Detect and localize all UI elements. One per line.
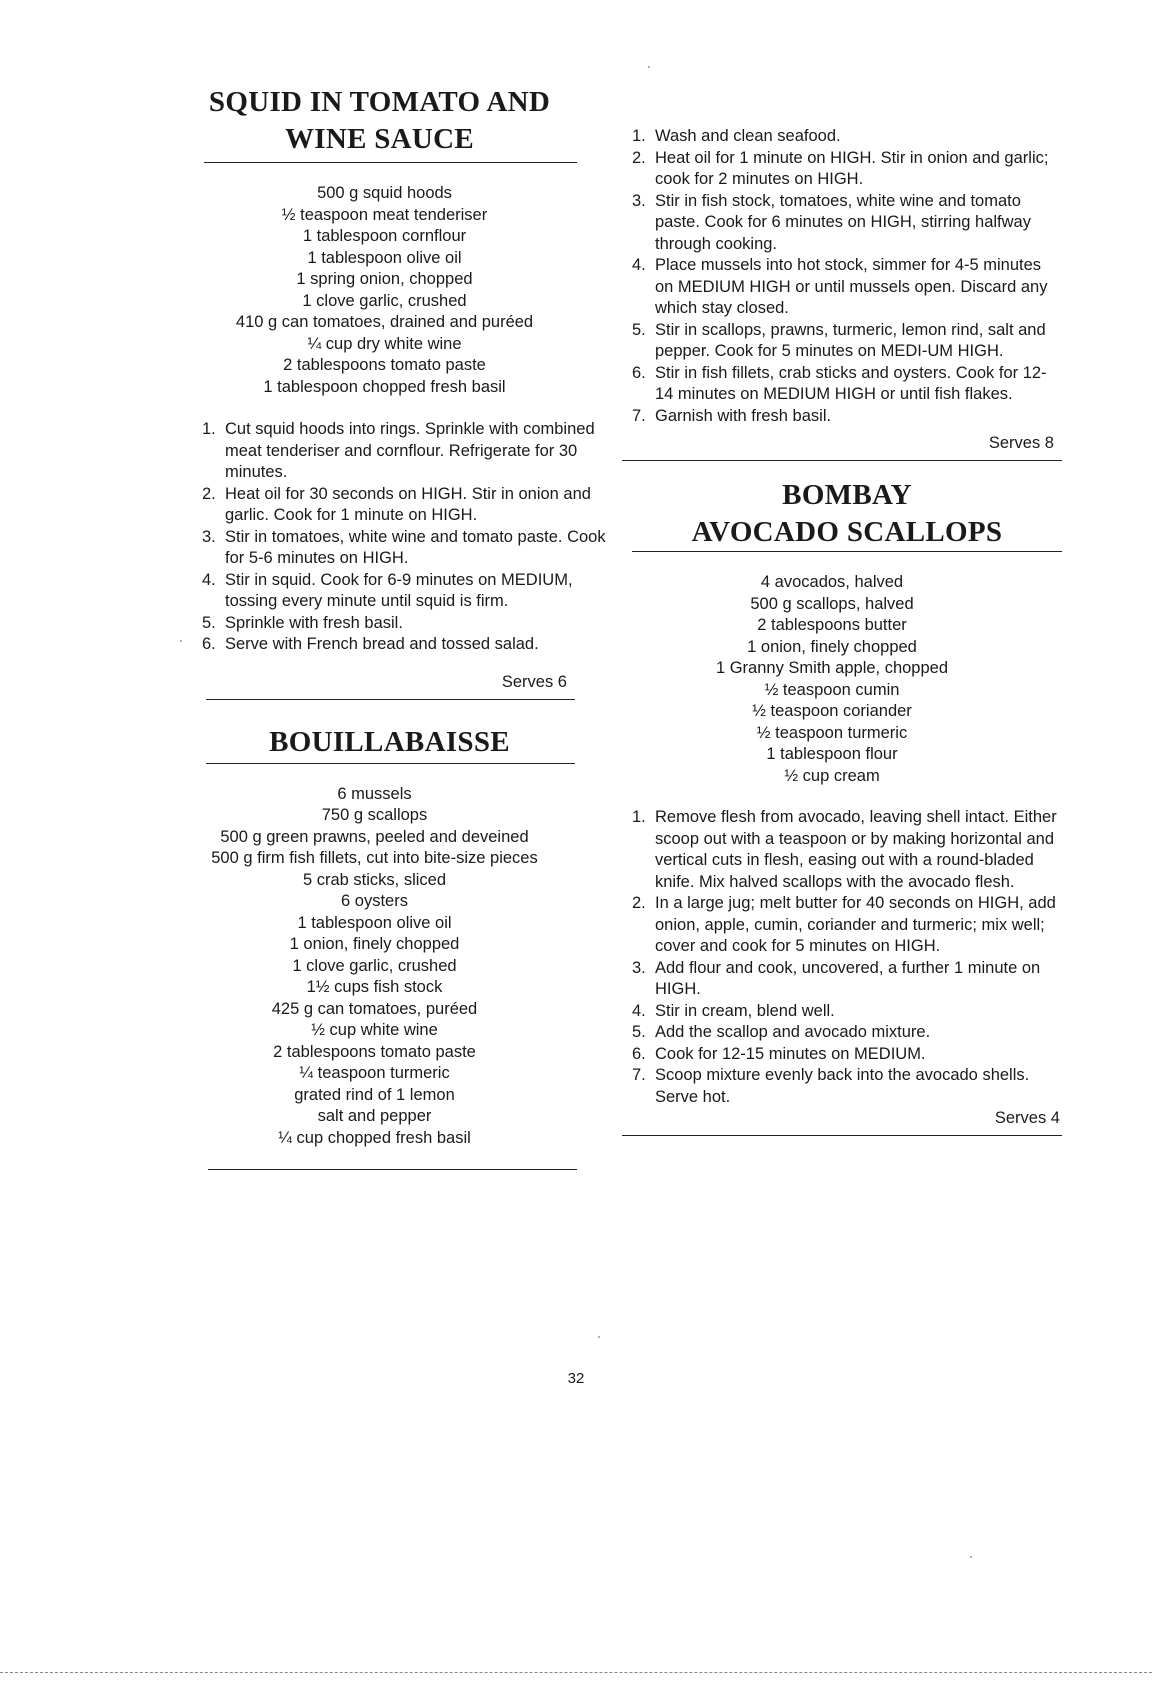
- title-rule: [206, 763, 575, 764]
- serves-label: Serves 4: [994, 1109, 1060, 1127]
- ingredient-item: 500 g green prawns, peeled and deveined: [220, 827, 529, 846]
- step-text: Add flour and cook, uncovered, a further 1 minute on HIGH.: [655, 958, 1041, 998]
- title-line: AVOCADO SCALLOPS: [691, 516, 1003, 548]
- method-step: [202, 484, 617, 527]
- ingredient-item: ¼ cup chopped fresh basil: [278, 1128, 471, 1147]
- step-number: 2.: [632, 894, 646, 912]
- title-line: SQUID IN TOMATO AND: [208, 86, 551, 118]
- ingredient-item: 1 clove garlic, crushed: [302, 291, 467, 310]
- ingredient-item: 1 onion, finely chopped: [747, 637, 917, 656]
- section-rule: [622, 1135, 1062, 1136]
- ingredient-item: 1 spring onion, chopped: [296, 270, 473, 288]
- ingredient-item: 5 crab sticks, sliced: [302, 870, 447, 889]
- scan-speck: [648, 66, 650, 68]
- method-step: [632, 363, 1062, 406]
- method-step: [632, 1044, 1062, 1066]
- serves-label: Serves 6: [501, 672, 567, 691]
- ingredient-item: ½ cup white wine: [311, 1021, 438, 1039]
- step-number: 4.: [202, 570, 216, 589]
- step-number: 4.: [632, 1001, 646, 1020]
- ingredient-item: ½ teaspoon cumin: [764, 680, 900, 699]
- step-number: 5.: [632, 320, 646, 339]
- ingredient-item: 500 g firm fish fillets, cut into bite-size pieces: [211, 849, 538, 867]
- step-number: 4.: [632, 256, 646, 274]
- step-text: Remove flesh from avocado, leaving shell intact. Either scoop out with a teaspoon or by making horizontal and vertical cuts in flesh, easing out with a round-bladed knife. Mix halved scallops with the avocado flesh.: [655, 808, 1057, 891]
- method-step: [632, 807, 1062, 893]
- ingredient-item: 1 tablespoon olive oil: [297, 913, 452, 932]
- step-text: Place mussels into hot stock, simmer for 4-5 minutes on MEDIUM HIGH or until mussels open. Discard any which stay closed.: [655, 256, 1048, 317]
- scan-edge-line: [0, 1672, 1152, 1673]
- step-text: Serve with French bread and tossed salad.: [225, 635, 539, 653]
- method-list: [202, 419, 617, 656]
- step-number: 2.: [202, 484, 216, 503]
- ingredient-item: 2 tablespoons tomato paste: [283, 356, 486, 374]
- serves-label: Serves 8: [988, 434, 1054, 452]
- step-text: Stir in cream, blend well.: [655, 1001, 835, 1020]
- ingredient-item: 1 Granny Smith apple, chopped: [715, 659, 949, 677]
- scan-speck: [970, 1556, 972, 1558]
- recipe-bombay: [632, 477, 1062, 1136]
- section-rule: [206, 699, 575, 700]
- title-line: WINE SAUCE: [284, 123, 475, 155]
- recipe-title-bombay: [632, 477, 1062, 551]
- step-text: Stir in scallops, prawns, turmeric, lemon rind, salt and pepper. Cook for 5 minutes on MEDI-UM HIGH.: [655, 320, 1046, 360]
- ingredient-item: ½ teaspoon meat tenderiser: [281, 205, 488, 224]
- ingredient-item: ¼ teaspoon turmeric: [299, 1064, 450, 1082]
- title-line: BOMBAY: [782, 479, 912, 511]
- method-step: [202, 613, 617, 635]
- ingredient-item: 6 mussels: [337, 784, 412, 803]
- step-text: Heat oil for 1 minute on HIGH. Stir in onion and garlic; cook for 2 minutes on HIGH.: [655, 148, 1049, 188]
- ingredient-item: 6 oysters: [341, 892, 408, 910]
- step-text: Add the scallop and avocado mixture.: [655, 1023, 931, 1041]
- method-step: [202, 527, 617, 570]
- step-number: 1.: [632, 808, 646, 826]
- method-step: [202, 419, 617, 484]
- step-number: 7.: [632, 1066, 646, 1084]
- ingredient-item: 2 tablespoons tomato paste: [273, 1042, 476, 1061]
- step-text: Stir in squid. Cook for 6-9 minutes on MEDIUM, tossing every minute until squid is firm.: [225, 570, 573, 610]
- ingredient-item: 500 g squid hoods: [317, 184, 452, 202]
- title-rule: [204, 162, 577, 163]
- title-rule: [632, 551, 1062, 552]
- page-number: 32: [567, 1370, 585, 1387]
- ingredient-item: 750 g scallops: [321, 806, 428, 824]
- method-step: [632, 126, 1062, 148]
- method-step: [632, 320, 1062, 363]
- scan-speck: [598, 1336, 600, 1338]
- ingredient-list: [212, 183, 557, 398]
- step-text: In a large jug; melt butter for 40 seconds on HIGH, add onion, apple, cumin, coriander and turmeric; mix well; cover and cook for 5 minutes on HIGH.: [655, 894, 1056, 955]
- step-text: Garnish with fresh basil.: [655, 406, 832, 425]
- step-text: Stir in fish stock, tomatoes, white wine and tomato paste. Cook for 6 minutes on HIGH, stirring halfway through cooking.: [655, 191, 1031, 253]
- method-step: [632, 1022, 1062, 1044]
- method-step: [632, 191, 1062, 256]
- method-step: [632, 1065, 1062, 1108]
- ingredient-list: [192, 784, 557, 1150]
- method-step: [632, 148, 1062, 191]
- step-number: 3.: [632, 191, 646, 210]
- ingredient-item: 1 clove garlic, crushed: [292, 956, 457, 975]
- ingredient-item: 1 tablespoon olive oil: [307, 248, 462, 267]
- method-step: [632, 406, 1062, 428]
- ingredient-item: salt and pepper: [317, 1107, 432, 1125]
- step-number: 6.: [632, 1044, 646, 1063]
- step-number: 5.: [202, 613, 216, 632]
- ingredient-item: 1½ cups fish stock: [306, 978, 443, 996]
- method-step: [632, 893, 1062, 958]
- method-step: [632, 958, 1062, 1001]
- method-step: [632, 1001, 1062, 1023]
- ingredient-item: 500 g scallops, halved: [750, 594, 914, 613]
- ingredient-item: ½ teaspoon turmeric: [756, 723, 908, 742]
- ingredient-item: 1 tablespoon flour: [766, 745, 898, 763]
- step-text: Scoop mixture evenly back into the avocado shells. Serve hot.: [655, 1066, 1030, 1106]
- method-step: [632, 255, 1062, 320]
- left-column: [202, 84, 617, 1170]
- step-text: Wash and clean seafood.: [655, 127, 841, 145]
- method-list: [632, 126, 1062, 427]
- ingredient-item: 425 g can tomatoes, puréed: [271, 999, 478, 1018]
- ingredient-item: 410 g can tomatoes, drained and puréed: [235, 313, 534, 331]
- step-text: Cook for 12-15 minutes on MEDIUM.: [655, 1044, 926, 1063]
- ingredient-item: ¼ cup dry white wine: [307, 334, 462, 353]
- ingredient-list: [602, 572, 1062, 787]
- step-number: 3.: [202, 527, 216, 546]
- ingredient-item: 1 onion, finely chopped: [289, 935, 460, 953]
- section-rule: [622, 460, 1062, 461]
- recipe-squid: [202, 84, 617, 700]
- step-number: 3.: [632, 958, 646, 977]
- scan-speck: [180, 640, 182, 642]
- ingredient-item: grated rind of 1 lemon: [294, 1085, 455, 1104]
- recipe-bouillabaisse: [212, 724, 617, 1171]
- step-number: 6.: [202, 635, 216, 653]
- step-number: 2.: [632, 148, 646, 167]
- right-column: [632, 126, 1062, 1136]
- recipe-title-squid: [202, 84, 557, 158]
- ingredient-item: ½ cup cream: [784, 766, 880, 785]
- step-text: Stir in tomatoes, white wine and tomato paste. Cook for 5-6 minutes on HIGH.: [225, 527, 606, 567]
- ingredient-item: ½ teaspoon coriander: [752, 702, 912, 720]
- method-step: [202, 570, 617, 613]
- recipe-title-bouillabaisse: BOUILLABAISSE: [269, 725, 510, 758]
- step-text: Cut squid hoods into rings. Sprinkle with combined meat tenderiser and cornflour. Refrigerate for 30 minutes.: [225, 420, 595, 481]
- step-text: Sprinkle with fresh basil.: [225, 613, 403, 632]
- method-list: [632, 807, 1062, 1108]
- step-text: Heat oil for 30 seconds on HIGH. Stir in onion and garlic. Cook for 1 minute on HIGH.: [225, 484, 591, 524]
- ingredient-item: 1 tablespoon cornflour: [302, 227, 467, 245]
- step-number: 1.: [202, 420, 216, 438]
- ingredient-item: 1 tablespoon chopped fresh basil: [263, 377, 506, 396]
- step-number: 6.: [632, 363, 646, 382]
- method-step: [202, 634, 617, 656]
- step-number: 1.: [632, 127, 646, 145]
- step-number: 5.: [632, 1023, 646, 1041]
- section-rule: [208, 1169, 577, 1170]
- ingredient-item: 4 avocados, halved: [760, 573, 904, 591]
- step-text: Stir in fish fillets, crab sticks and oysters. Cook for 12-14 minutes on MEDIUM HIGH or until fish flakes.: [655, 363, 1047, 403]
- ingredient-item: 2 tablespoons butter: [757, 616, 907, 634]
- step-number: 7.: [632, 406, 646, 425]
